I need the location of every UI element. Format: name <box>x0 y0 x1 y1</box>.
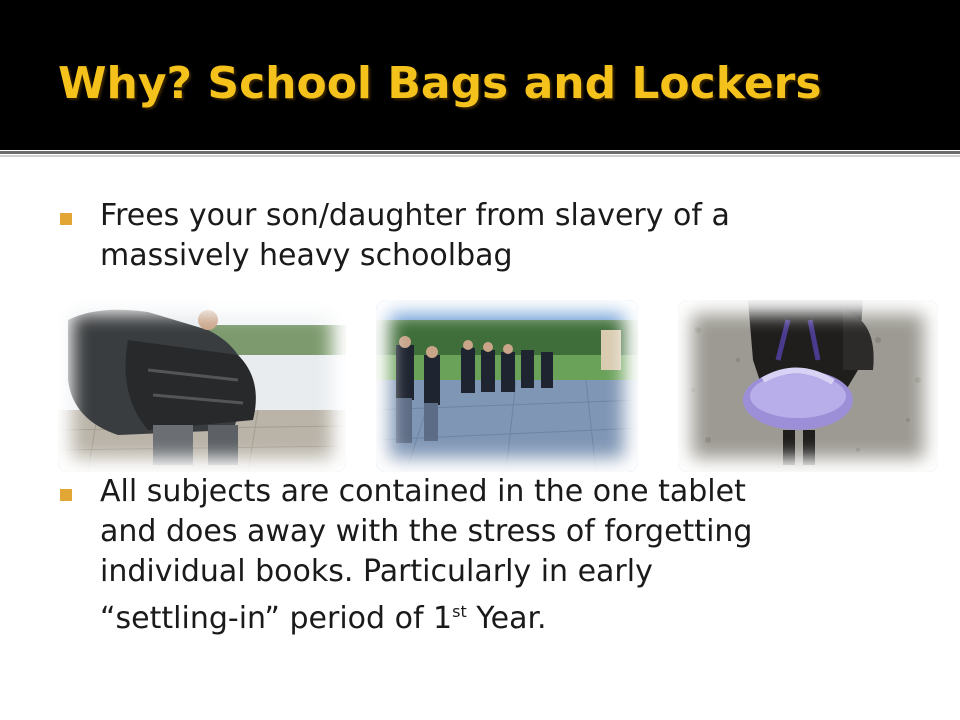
bullet-line: Frees your son/daughter from slavery of a <box>100 198 730 233</box>
student-backpack-photo <box>58 300 346 472</box>
gym-bag-photo <box>678 300 938 472</box>
bullet-line-text: “settling-in” period of 1 <box>100 601 453 636</box>
bullet-text <box>100 196 730 276</box>
bullet-line-tail: Year. <box>466 601 547 636</box>
photo-strip <box>58 300 938 472</box>
bullet-text <box>100 472 752 639</box>
bullet-item-2 <box>60 472 890 639</box>
title-divider <box>0 151 960 154</box>
bullet-line: massively heavy schoolbag <box>100 238 513 273</box>
bullet-line: individual books. Particularly in early <box>100 554 653 589</box>
bullet-line-last <box>100 592 752 639</box>
title-divider-light <box>0 155 960 157</box>
bullet-line: All subjects are contained in the one tablet <box>100 474 746 509</box>
bullet-line: and does away with the stress of forgetting <box>100 514 753 549</box>
square-bullet-icon <box>60 213 72 225</box>
slide-title: Why? School Bags and Lockers <box>58 58 822 109</box>
square-bullet-icon <box>60 489 72 501</box>
bullet-item-1 <box>60 196 890 276</box>
title-bar <box>0 0 960 150</box>
students-walking-photo <box>376 300 638 472</box>
ordinal-suffix: st <box>452 602 467 621</box>
